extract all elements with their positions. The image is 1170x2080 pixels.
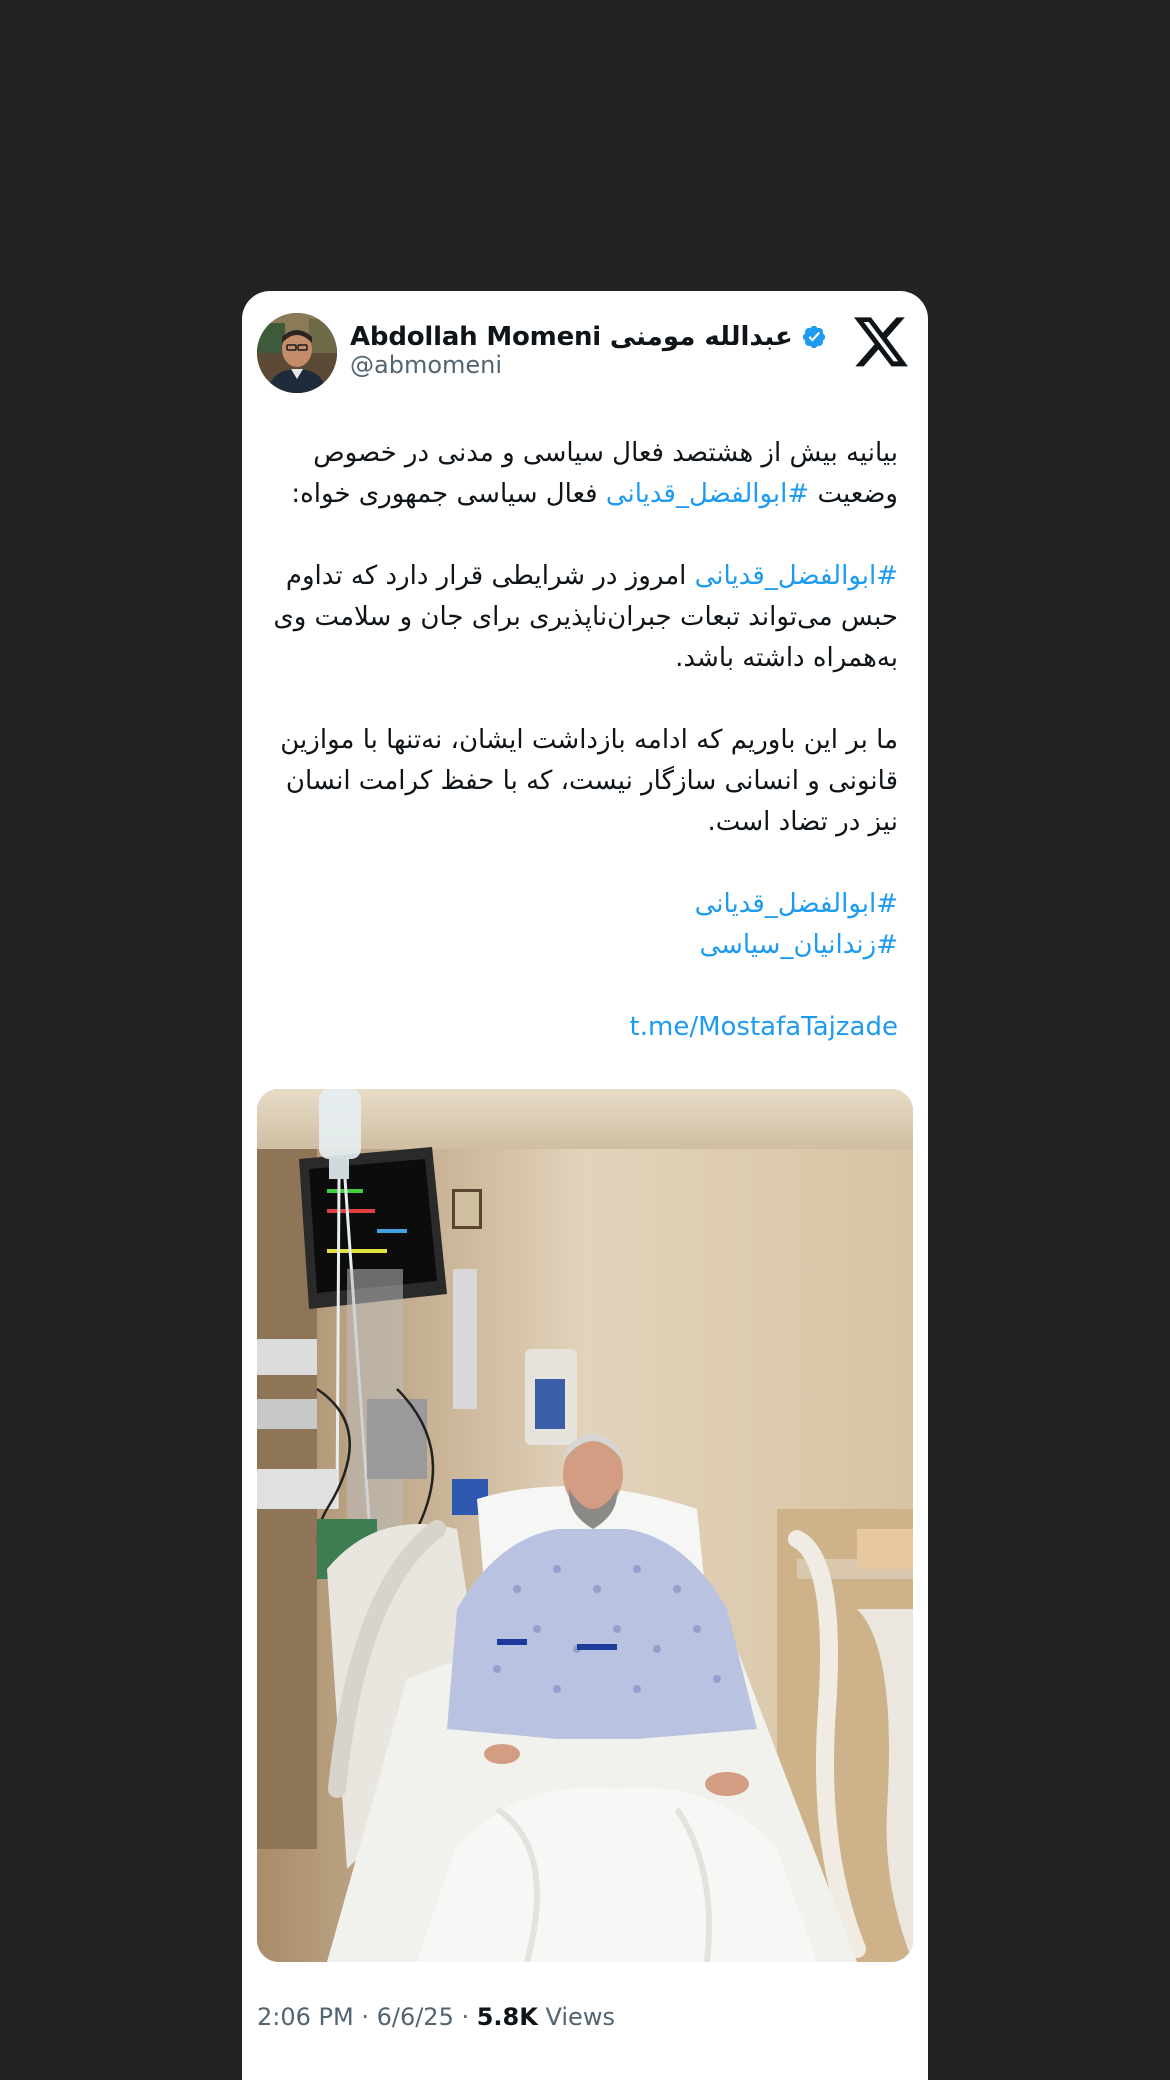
paragraph-1: بیانیه بیش از هشتصد فعال سیاسی و مدنی در خصوص وضعیت #ابوالفضل_قدیانی فعال سیاسی جمهوری خواه:: [291, 438, 898, 509]
hashtag-link[interactable]: #ابوالفضل_قدیانی: [694, 889, 898, 919]
tweet-time[interactable]: 2:06 PM: [257, 2003, 354, 2031]
tweet-meta: 2:06 PM · 6/6/25 · 5.8K Views: [257, 2003, 615, 2031]
verified-badge-icon: [801, 324, 827, 350]
tweet-photo[interactable]: [257, 1089, 913, 1962]
paragraph-2: #ابوالفضل_قدیانی امروز در شرایطی قرار دارد که تداوم حبس می‌تواند تبعات جبران‌ناپذیری برای جان و سلامت وی به‌همراه داشته باشد.: [273, 561, 898, 673]
hashtag-link[interactable]: #زندانیان_سیاسی: [699, 930, 898, 960]
author-handle[interactable]: @abmomeni: [350, 351, 503, 379]
author-avatar[interactable]: [257, 313, 337, 393]
hashtag-link[interactable]: #ابوالفضل_قدیانی: [694, 561, 898, 591]
author-display-name[interactable]: Abdollah Momeni عبدالله مومنی: [350, 322, 793, 352]
tweet-card: [242, 291, 928, 2080]
x-logo-icon[interactable]: [854, 317, 910, 369]
external-link[interactable]: t.me/MostafaTajzade: [629, 1012, 898, 1042]
tweet-text: [272, 433, 898, 1048]
views-label: Views: [545, 2003, 615, 2031]
tweet-date[interactable]: 6/6/25: [376, 2003, 454, 2031]
views-count: 5.8K: [476, 2003, 538, 2031]
paragraph-3: ما بر این باوریم که ادامه بازداشت ایشان، نه‌تنها با موازین قانونی و انسانی سازگار نیست، که با حفظ کرامت انسان نیز در تضاد است.: [280, 725, 898, 837]
hashtag-link[interactable]: #ابوالفضل_قدیانی: [605, 479, 810, 509]
